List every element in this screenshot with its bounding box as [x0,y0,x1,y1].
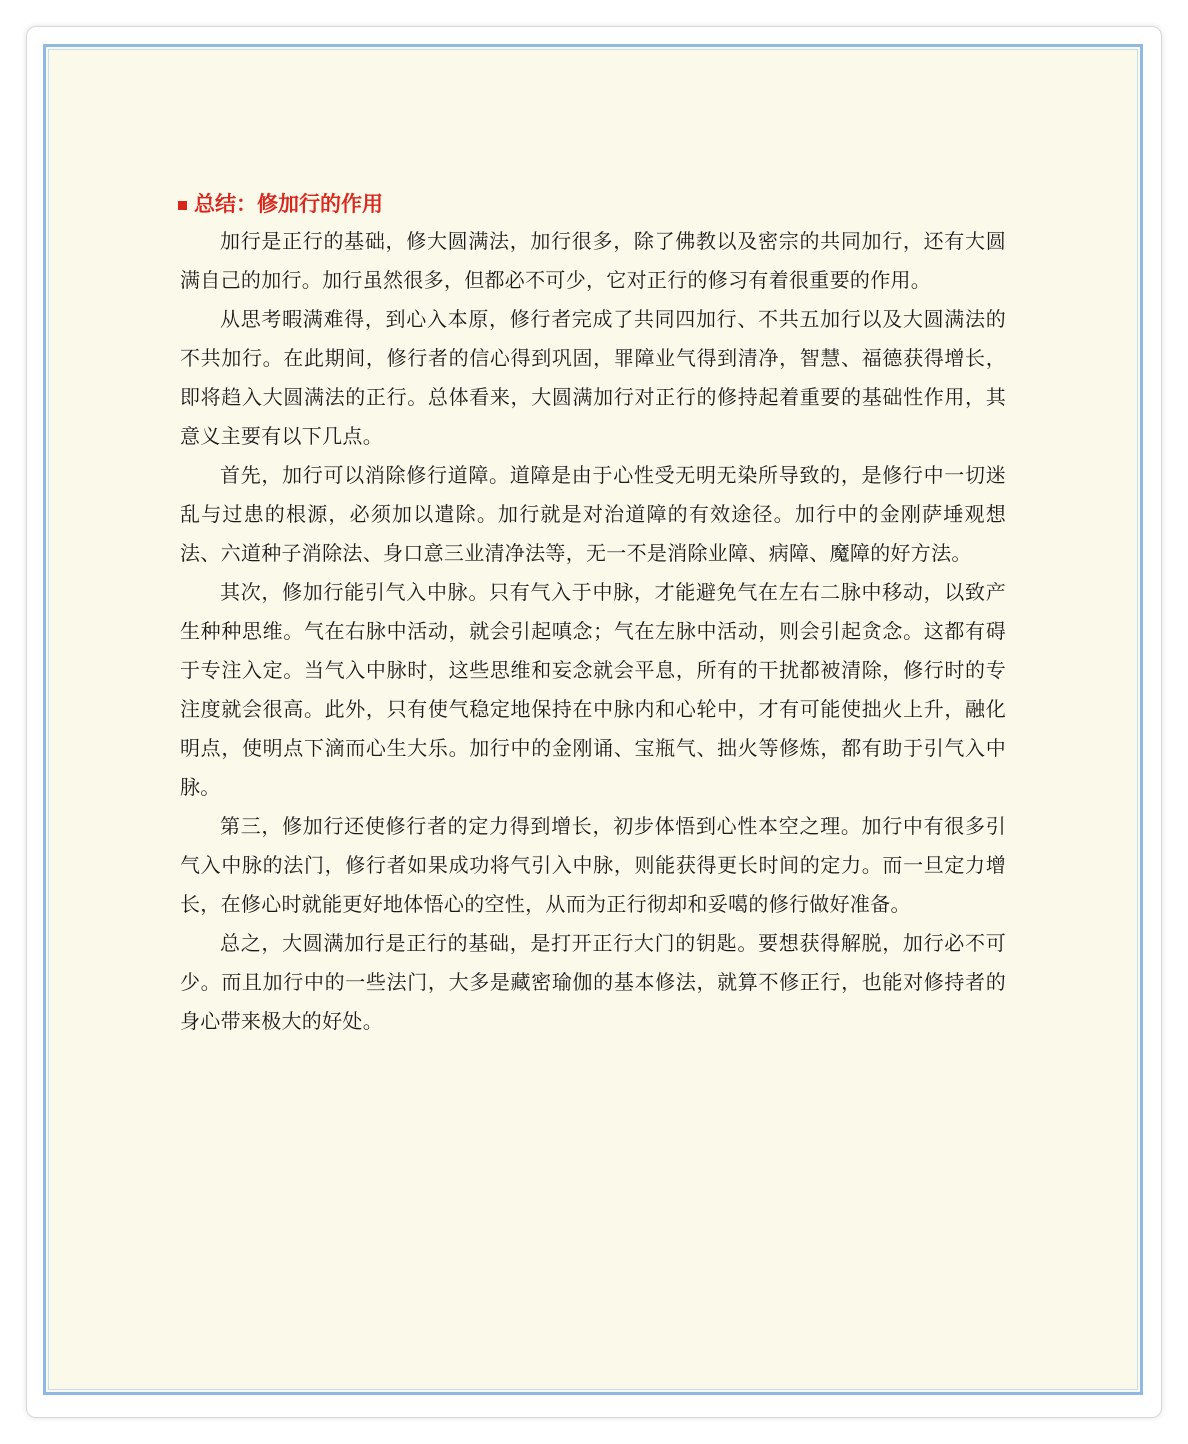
paragraph-1: 加行是正行的基础，修大圆满法，加行很多，除了佛教以及密宗的共同加行，还有大圆满自己的加行。加行虽然很多，但都必不可少，它对正行的修习有着很重要的作用。 [180,229,1006,292]
section-heading [178,186,1006,222]
paragraph-2: 从思考暇满难得，到心入本原，修行者完成了共同四加行、不共五加行以及大圆满法的不共加行。在此期间，修行者的信心得到巩固，罪障业气得到清净，智慧、福德获得增长，即将趋入大圆满法的正行。总体看来，大圆满加行对正行的修持起着重要的基础性作用，其意义主要有以下几点。 [180,307,1006,448]
paragraph-6: 总之，大圆满加行是正行的基础，是打开正行大门的钥匙。要想获得解脱，加行必不可少。而且加行中的一些法门，大多是藏密瑜伽的基本修法，就算不修正行，也能对修持者的身心带来极大的好处。 [180,931,1006,1033]
paragraph-5: 第三，修加行还使修行者的定力得到增长，初步体悟到心性本空之理。加行中有很多引气入中脉的法门，修行者如果成功将气引入中脉，则能获得更长时间的定力。而一旦定力增长，在修心时就能更好地体悟心的空性，从而为正行彻却和妥噶的修行做好准备。 [180,814,1006,916]
paragraph-3: 首先，加行可以消除修行道障。道障是由于心性受无明无染所导致的，是修行中一切迷乱与过患的根源，必须加以遣除。加行就是对治道障的有效途径。加行中的金刚萨埵观想法、六道种子消除法、身口意三业清净法等，无一不是消除业障、病障、魔障的好方法。 [180,463,1006,565]
section-heading-text: 总结：修加行的作用 [194,192,383,216]
document-body [180,186,1006,1041]
paragraph-4: 其次，修加行能引气入中脉。只有气入于中脉，才能避免气在左右二脉中移动，以致产生种种思维。气在右脉中活动，就会引起嗔念；气在左脉中活动，则会引起贪念。这都有碍于专注入定。当气入中脉时，这些思维和妄念就会平息，所有的干扰都被清除，修行时的专注度就会很高。此外，只有使气稳定地保持在中脉内和心轮中，才有可能使拙火上升，融化明点，使明点下滴而心生大乐。加行中的金刚诵、宝瓶气、拙火等修炼，都有助于引气入中脉。 [180,580,1006,799]
square-bullet-icon [178,201,187,210]
